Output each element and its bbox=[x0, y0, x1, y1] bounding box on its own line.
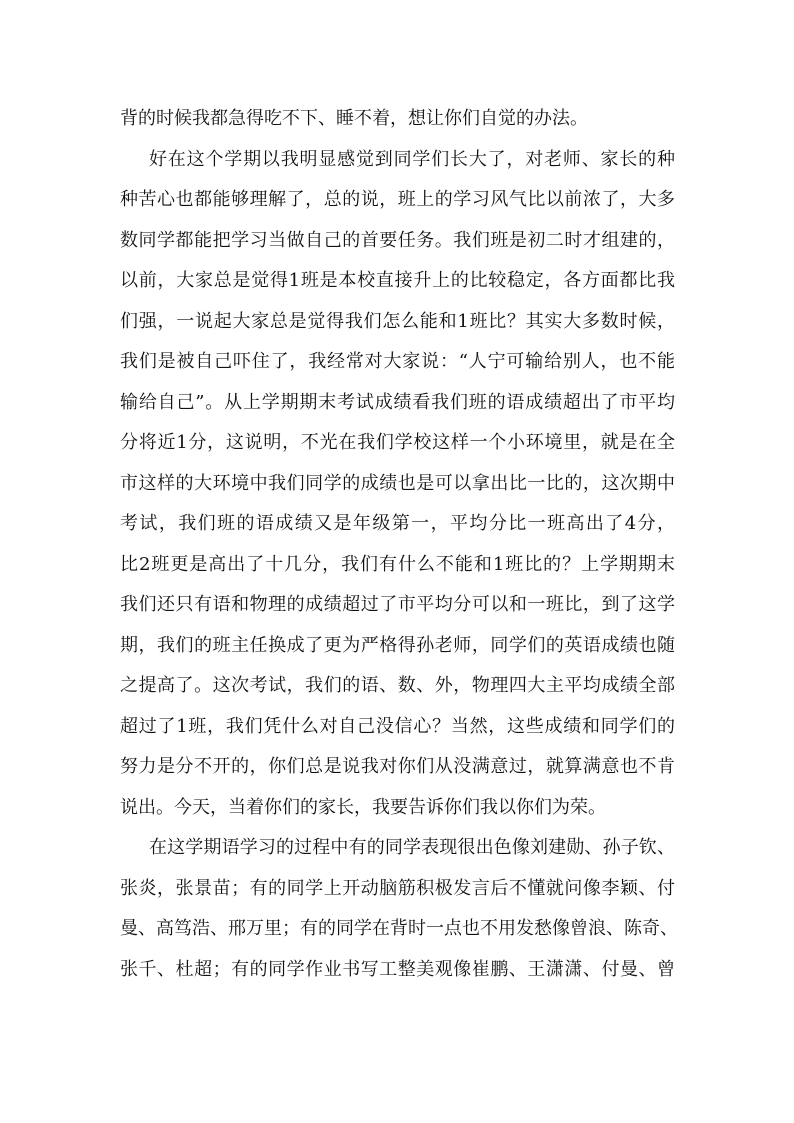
text-line: 说出。今天，当着你们的家长，我要告诉你们我以你们为荣。 bbox=[120, 796, 606, 818]
text-line: 张千、杜超；有的同学作业书写工整美观像崔鹏、王潇潇、付曼、曾 bbox=[120, 958, 675, 980]
text-line: 努力是分不开的，你们总是说我对你们从没满意过，就算满意也不肯 bbox=[120, 756, 675, 777]
paragraph-first-line: 在这学期语学习的过程中有的同学表现很出色像刘建勋、孙子钦、 bbox=[149, 837, 675, 858]
text-line: 期，我们的班主任换成了更为严格得孙老师，同学们的英语成绩也随 bbox=[120, 634, 675, 656]
text-line: 之提高了。这次考试，我们的语、数、外，物理四大主平均成绩全部 bbox=[120, 675, 675, 696]
text-line: 超过了1班，我们凭什么对自己没信心？当然，这些成绩和同学们的 bbox=[120, 715, 675, 737]
text-line: 我们还只有语和物理的成绩超过了市平均分可以和一班比，到了这学 bbox=[120, 594, 675, 615]
text-line: 曼、高笃浩、邢万里；有的同学在背时一点也不用发愁像曾浪、陈奇、 bbox=[120, 918, 678, 939]
paragraph-first-line: 好在这个学期以我明显感觉到同学们长大了，对老师、家长的种 bbox=[149, 148, 675, 170]
text-line: 们强，一说起大家总是觉得我们怎么能和1班比？其实大多数时候， bbox=[120, 310, 675, 332]
text-line: 考试，我们班的语成绩又是年级第一，平均分比一班高出了4分， bbox=[120, 513, 675, 534]
text-line: 背的时候我都急得吃不下、睡不着，想让你们自觉的办法。 bbox=[120, 108, 588, 129]
text-line: 分将近1分，这说明，不光在我们学校这样一个小环境里，就是在全 bbox=[120, 432, 675, 453]
text-line: 市这样的大环境中我们同学的成绩也是可以拿出比一比的，这次期中 bbox=[120, 472, 675, 494]
text-line: 数同学都能把学习当做自己的首要任务。我们班是初二时才组建的， bbox=[120, 229, 675, 251]
text-line: 张炎，张景苗；有的同学上开动脑筋积极发言后不懂就问像李颖、付 bbox=[120, 877, 675, 899]
text-line: 以前，大家总是觉得1班是本校直接升上的比较稳定，各方面都比我 bbox=[120, 270, 675, 291]
document-body bbox=[120, 99, 678, 990]
text-line: 输给自己”。从上学期期末考试成绩看我们班的语成绩超出了市平均 bbox=[120, 391, 675, 413]
text-line: 种苦心也都能够理解了，总的说，班上的学习风气比以前浓了，大多 bbox=[120, 189, 675, 210]
text-line: 我们是被自己吓住了，我经常对大家说：“人宁可输给别人，也不能 bbox=[120, 351, 675, 372]
text-line: 比2班更是高出了十几分，我们有什么不能和1班比的？上学期期末 bbox=[120, 553, 675, 575]
